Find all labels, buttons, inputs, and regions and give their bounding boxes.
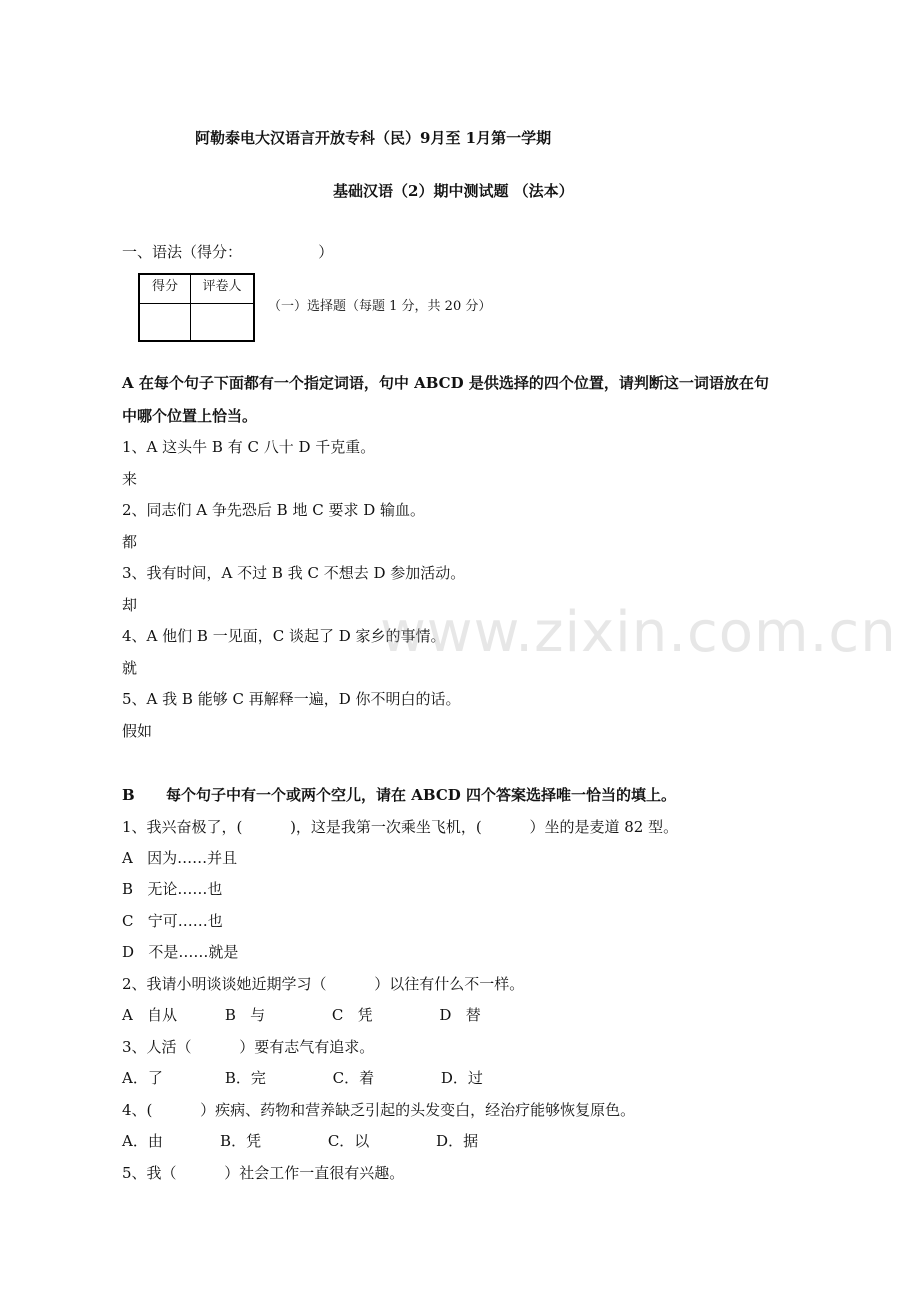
question-text: 5、我（ ）社会工作一直很有兴趣。 <box>122 1164 405 1182</box>
option-line: B 无论……也 <box>122 880 223 898</box>
question-text: 4、A 他们 B 一见面，C 谈起了 D 家乡的事情。 <box>122 627 446 645</box>
exam-title-line1: 阿勒泰电大汉语言开放专科（民）9月至 1月第一学期 <box>195 129 552 147</box>
grader-cell <box>191 304 255 342</box>
question-text: 1、A 这头牛 B 有 C 八十 D 千克重。 <box>122 438 376 456</box>
score-cell <box>139 304 191 342</box>
option-line: D 不是……就是 <box>122 943 239 961</box>
question-text: 2、同志们 A 争先恐后 B 地 C 要求 D 输血。 <box>122 501 426 519</box>
exam-title-line2: 基础汉语（2）期中测试题 （法本） <box>333 182 574 200</box>
grader-label: 评卷人 <box>191 274 255 304</box>
answer-word: 就 <box>122 659 138 677</box>
answer-word: 都 <box>122 533 138 551</box>
question-text: 1、我兴奋极了，( )，这是我第一次乘坐飞机，( ）坐的是麦道 82 型。 <box>122 818 679 836</box>
option-line: A 因为……并且 <box>122 849 238 867</box>
subheading-choice: （一）选择题（每题 1 分，共 20 分） <box>268 299 492 314</box>
answer-word: 假如 <box>122 722 153 740</box>
question-text: 5、A 我 B 能够 C 再解释一遍，D 你不明白的话。 <box>122 690 461 708</box>
answer-word: 来 <box>122 470 138 488</box>
question-text: 2、我请小明谈谈她近期学习（ ）以往有什么不一样。 <box>122 975 525 993</box>
option-line: A 自从 B 与 C 凭 D 替 <box>122 1006 481 1024</box>
watermark: www.zixin.com.cn <box>380 600 897 665</box>
option-line: A．了 B．完 C．着 D．过 <box>122 1069 483 1087</box>
question-text: 3、我有时间，A 不过 B 我 C 不想去 D 参加活动。 <box>122 564 466 582</box>
question-text: 4、( ）疾病、药物和营养缺乏引起的头发变白，经治疗能够恢复原色。 <box>122 1101 636 1119</box>
partB-instruction: B 每个句子中有一个或两个空儿，请在 ABCD 四个答案选择唯一恰当的填上。 <box>122 786 676 804</box>
partA-instruction-2: 中哪个位置上恰当。 <box>122 407 258 425</box>
option-line: A．由 B．凭 C．以 D．据 <box>122 1132 479 1150</box>
answer-word: 却 <box>122 596 138 614</box>
score-box <box>138 273 255 342</box>
option-line: C 宁可……也 <box>122 912 223 930</box>
question-text: 3、人活（ ）要有志气有追求。 <box>122 1038 375 1056</box>
section-heading-grammar: 一、语法（得分： ） <box>122 243 334 261</box>
partA-instruction-1: A 在每个句子下面都有一个指定词语，句中 ABCD 是供选择的四个位置，请判断这一词语放在句 <box>122 374 769 392</box>
score-label: 得分 <box>139 274 191 304</box>
